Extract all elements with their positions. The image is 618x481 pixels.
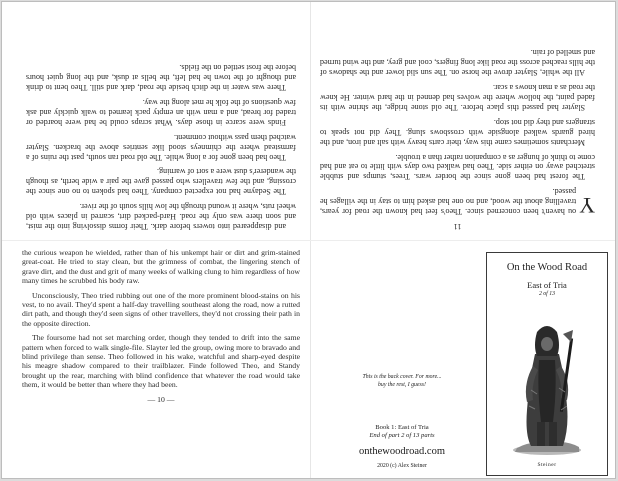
text-paragraph: There was water in the ditch beside the road, dark and still. Theo bent to drink and thought of the town he had left, the bells at dusk, and the long quiet hours before the frost settled on the fields.	[26, 63, 296, 93]
promo-line: This is the back cover. For more...	[362, 374, 442, 380]
text-paragraph: Merchants sometimes came this way, their carts heavy with salt and iron, and the hired guards walked alongside with crossbows slung. They did not speak to strangers and they did not stop.	[320, 117, 595, 147]
text-paragraph: The forest had been gone since the border wars. Trees, stumps and stubble stretched away on either side. Theo had walked two days with little to eat and had come to think of hunger as a companion rather than a trouble.	[320, 152, 595, 182]
cover-subtitle: East of Tria	[527, 280, 567, 290]
part-line: End of part 2 of 13 parts	[369, 432, 435, 439]
cover-title: On the Wood Road	[506, 262, 588, 273]
copyright-line: 2020 (c) Alex Steiner	[377, 463, 427, 469]
back-cover	[332, 248, 472, 478]
text-paragraph: Finds were scarce in those days. What scraps could be had were hoarded or traded for bread, and a man with an empty pack learned to walk quickly and ask few questions of the folk he met along the way.	[26, 98, 296, 127]
horizontal-fold-line	[2, 240, 615, 241]
book-info	[332, 424, 472, 440]
text-paragraph: the curious weapon he wielded, rather than of his unkempt hair or dirt and grim-stained great-coat. He tried to stay clean, but the grimness of combat, the lingering stench of grave dirt, and the dust and grit of many weeks of walking clung to him regardless of how many times he scrubbed his body raw.	[22, 248, 300, 286]
page-number: 11	[453, 222, 462, 231]
page-story-text	[22, 248, 300, 470]
front-cover	[486, 252, 608, 476]
website-link[interactable]: onthewoodroad.com	[358, 446, 446, 457]
text-paragraph: Theo had been gone for a long while. The old road ran south, past the ruins of a farmstead where the chimneys stood like sentries above the bracken. Slayter watched them pass without comment.	[26, 132, 296, 162]
text-paragraph: The Sedayne had not expected company. Theo had spoken to no one since the crossing, and the few travellers who passed gave the pair a wide berth, as though the wanderer's dust were a sort of warning.	[26, 167, 296, 197]
promo-text	[332, 374, 472, 389]
book-title-line: Book 1: East of Tria	[375, 424, 429, 431]
text-paragraph: Unconsciously, Theo tried rubbing out one of the more prominent blood-stains on his vest, to no avail. They'd spent a half-day travelling southeast along the road, now a rutted dirt path, and though they'd seen signs of other travellers, they'd not crossing their path in the opposite direction.	[22, 290, 300, 328]
part-count: 2 of 13	[538, 291, 556, 297]
wanderer-figure-icon	[507, 310, 587, 458]
page-number: — 10 —	[147, 394, 175, 404]
text-paragraph: and disappeared into towers before dark. Their forms dissolving into the mist, and soon there was only the road. Hard-packed dirt, scarred in places with old wheel ruts, where it wound through the low hills south of the river.	[26, 202, 296, 231]
drop-cap: Y	[579, 193, 595, 219]
cover-author: Steiner	[537, 462, 557, 468]
promo-line: buy the rest, I guess!	[378, 381, 426, 388]
text-paragraph: The foursome had not set marching order, though they tended to drift into the same pattern when forced to walk single-file. Slayter led the group, owing more to bravado and blind privilege than sense. Theo followed in his wake, watchful and sharp-eyed despite his meagre shadow compared to their trailblazer. Finde followed Theo, and Standy brought up the rear, marching with blind confidence that whatever the road would take them, it would be better than where they had been.	[22, 333, 300, 390]
opening-text: ou haven't been concerned since. Theo's feet had known the road for years, travelling about the wood, and no one had asked him to stay in the villages he passed.	[320, 187, 577, 217]
text-paragraph: All the while, Slayter drove the horse on. The sun slid lower and the shadows of the hills reached across the road like long fingers, cool and grey, and the wind turned and smelled of rain.	[320, 48, 595, 78]
opening-paragraph	[320, 186, 595, 219]
zine-sheet	[2, 2, 615, 478]
page-upside-down-left	[26, 9, 296, 231]
page-upside-down-right	[320, 9, 595, 231]
text-paragraph: Slayter had passed this place before. The old stone bridge, the shrine with its faded paint, the hollow where the wolves had denned in the hard winter. He knew the road as a man knows a scar.	[320, 83, 595, 112]
